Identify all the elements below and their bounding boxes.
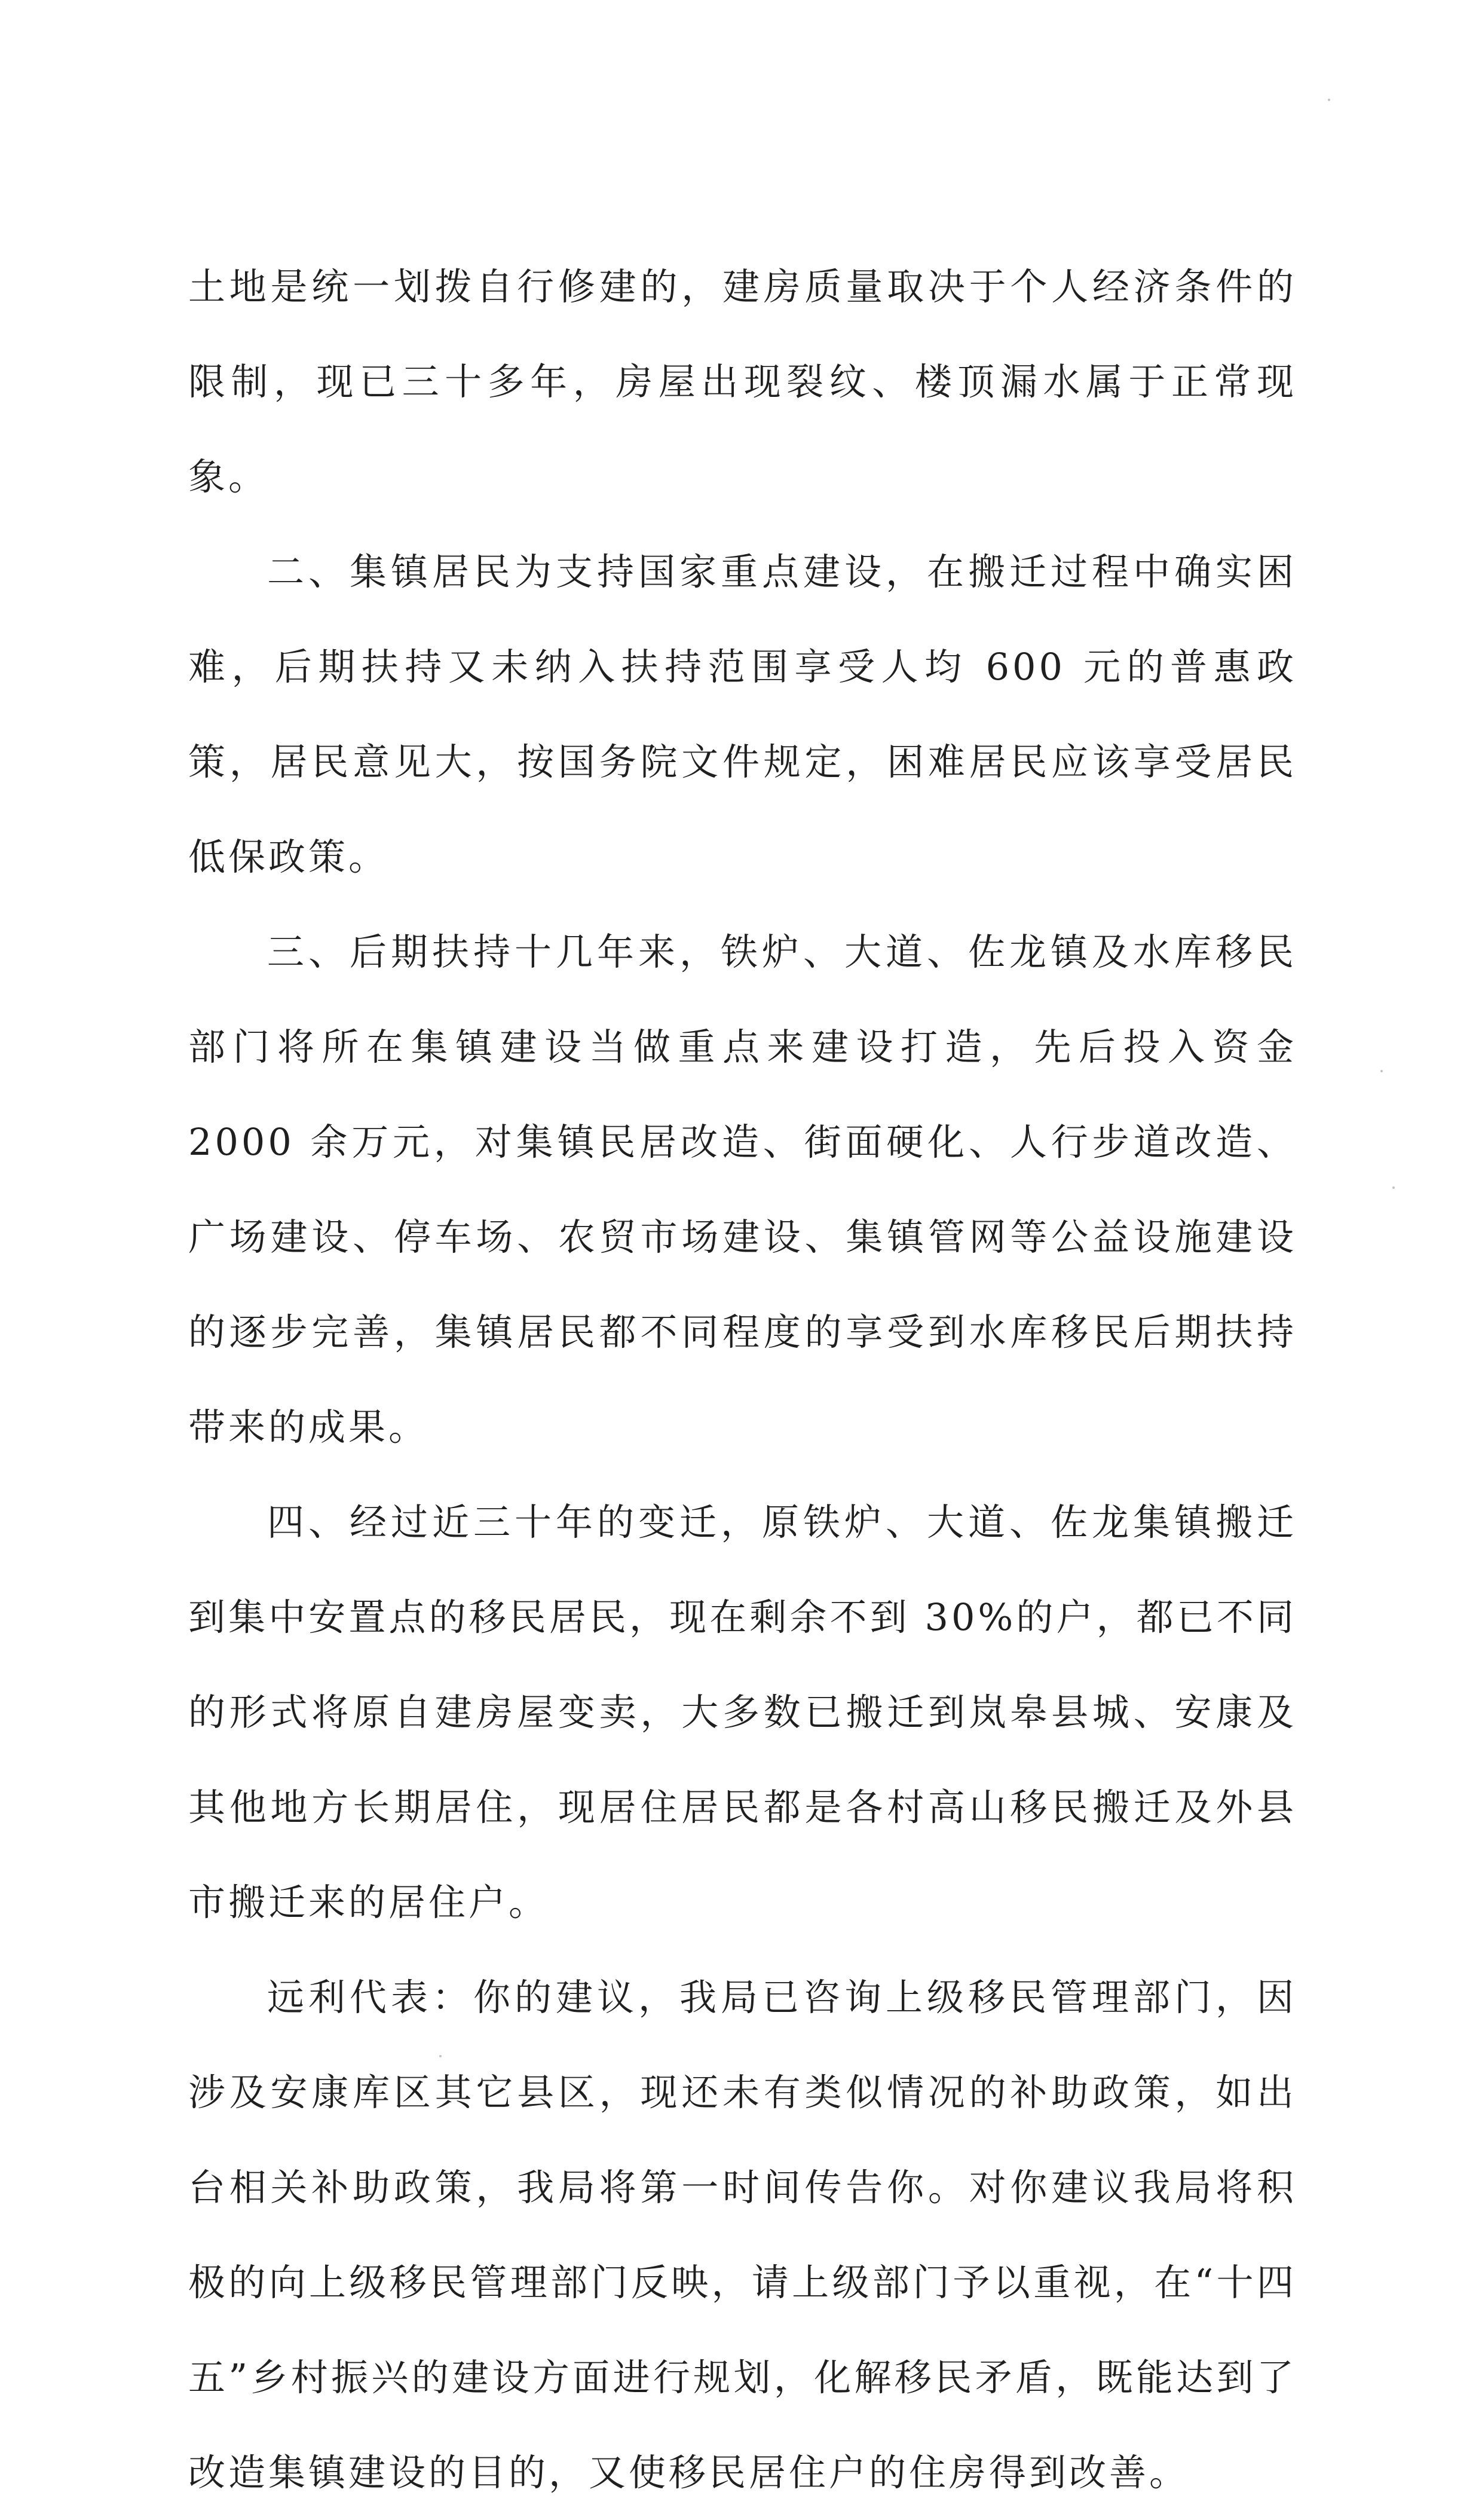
paragraph-continuation: 土地是统一划拨自行修建的，建房质量取决于个人经济条件的限制，现已三十多年，房屋出现裂纹、楼顶漏水属于正常现象。 [188,265,1297,499]
document-body [188,239,1297,2520]
paragraph-item-four: 四、经过近三十年的变迁，原铁炉、大道、佐龙集镇搬迁到集中安置点的移民居民，现在剩余不到 30%的户，都已不同的形式将原自建房屋变卖，大多数已搬迁到岚皋县城、安康及其他地方长期居住，现居住居民都是各村高山移民搬迁及外县市搬迁来的居住户。 [188,1500,1297,1924]
scan-speck [1392,1186,1395,1189]
paragraph-item-two: 二、集镇居民为支持国家重点建设，在搬迁过程中确实困难，后期扶持又未纳入扶持范围享受人均 600 元的普惠政策，居民意见大，按国务院文件规定，困难居民应该享受居民低保政策。 [188,550,1297,879]
paragraph-reply: 远利代表：你的建议，我局已咨询上级移民管理部门，因涉及安康库区其它县区，现还未有类似情况的补助政策，如出台相关补助政策，我局将第一时间传告你。对你建议我局将积极的向上级移民管理部门反映，请上级部门予以重视，在“十四五”乡村振兴的建设方面进行规划，化解移民矛盾，既能达到了改造集镇建设的目的，又使移民居住户的住房得到改善。 [188,1975,1297,2494]
scan-speck [1328,99,1330,101]
scan-speck [1380,1070,1383,1072]
paragraph-item-three: 三、后期扶持十几年来，铁炉、大道、佐龙镇及水库移民部门将所在集镇建设当做重点来建设打造，先后投入资金 2000 余万元，对集镇民居改造、街面硬化、人行步道改造、广场建设、停车场、农贸市场建设、集镇管网等公益设施建设的逐步完善，集镇居民都不同程度的享受到水库移民后期扶持带来的成果。 [188,930,1297,1449]
